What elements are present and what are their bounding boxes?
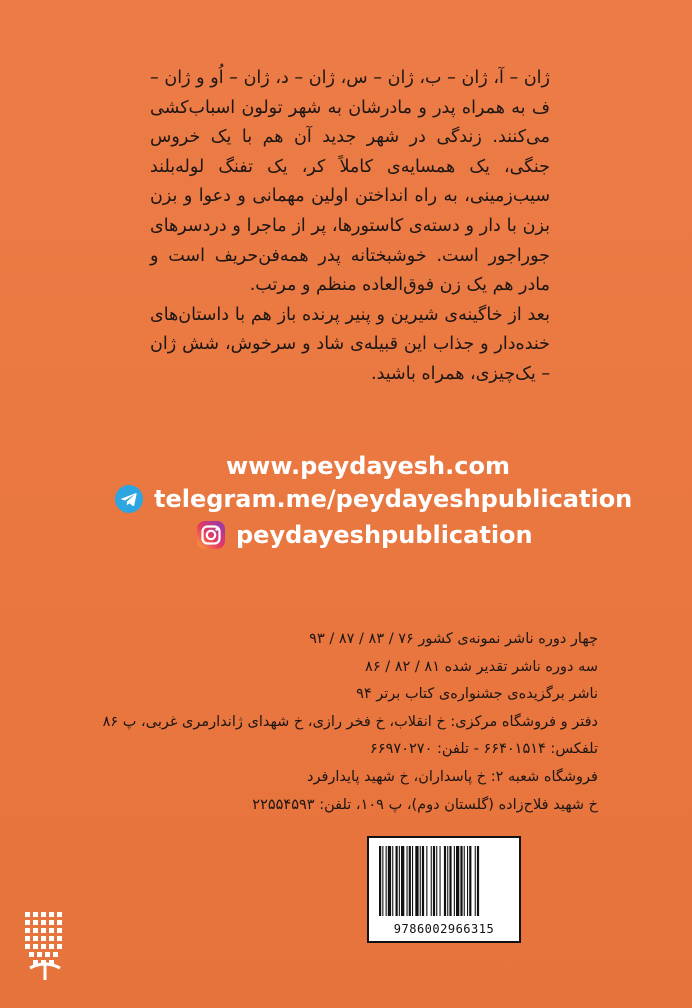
telegram-icon (114, 484, 144, 514)
barcode-bars (369, 838, 519, 920)
barcode-bar (433, 846, 435, 916)
info-line: ناشر برگزیده‌ی جشنواره‌ی کتاب برتر ۹۴ (356, 686, 598, 703)
barcode-bar (426, 846, 427, 916)
logo-dot (57, 928, 62, 933)
logo-dot (57, 912, 62, 917)
logo-dot (49, 944, 54, 949)
logo-dot (57, 936, 62, 941)
barcode-bar (467, 846, 468, 916)
logo-stem (30, 962, 60, 980)
barcode-bar (379, 846, 381, 916)
logo-dot (49, 936, 54, 941)
website-link[interactable] (226, 452, 510, 480)
info-line: تلفکس: ۶۶۴۰۱۵۱۴ - تلفن: ۶۶۹۷۰۲۷۰ (370, 741, 598, 758)
barcode-bar (454, 846, 455, 916)
barcode-bar (464, 846, 465, 916)
barcode-bar (431, 846, 432, 916)
info-line: دفتر و فروشگاه مرکزی: خ انقلاب، خ فخر رازی، خ شهدای ژاندارمری غربی، پ ۸۶ (102, 713, 598, 730)
barcode-bar (456, 846, 459, 916)
logo-dot (41, 920, 46, 925)
barcode-bar (386, 846, 387, 916)
barcode-bar (399, 846, 400, 916)
logo-dot (37, 952, 42, 957)
barcode-bar (440, 846, 441, 916)
barcode-bar (409, 846, 411, 916)
barcode-bar (422, 846, 424, 916)
website-url[interactable]: www.peydayesh.com (226, 452, 510, 480)
barcode-bar (477, 846, 479, 916)
telegram-url[interactable]: telegram.me/peydayeshpublication (154, 485, 633, 513)
logo-dot (41, 944, 46, 949)
logo-dot (33, 928, 38, 933)
barcode-bar (412, 846, 413, 916)
info-line: فروشگاه شعبه ۲: خ پاسداران، خ شهید پایدارفرد (306, 768, 598, 785)
logo-dot (33, 920, 38, 925)
blurb-paragraph-1: ژان – آ، ژان – ب، ژان – س، ژان – د، ژان – اُو و ژان – ف به همراه پدر و مادرشان به شهر تولون اسباب‌کشی می‌کنند. زندگی در شهر جدید آن هم با یک خروس جنگی، یک همسایه‌ی کاملاً کر، یک تفنگ لوله‌بلند سیب‌زمینی، به راه انداختن اولین مهمانی و دعوا و بزن بزن با دار و دسته‌ی کاستورها، پر از ماجرا و دردسرهای جوراجور است. خوشبختانه پدر همه‌فن‌حریف است و مادر هم یک زن فوق‌العاده منظم و مرتب. (150, 68, 550, 296)
barcode-bar (475, 846, 476, 916)
barcode-bar (392, 846, 393, 916)
logo-dot (33, 936, 38, 941)
isbn-barcode (367, 836, 521, 943)
publisher-info (100, 626, 598, 819)
logo-dot (57, 920, 62, 925)
info-line: چهار دوره ناشر نمونه‌ی کشور ۷۶ / ۸۳ / ۸۷ / ۹۳ (309, 631, 598, 647)
logo-dot (41, 936, 46, 941)
barcode-bar (420, 846, 421, 916)
logo-dot (49, 920, 54, 925)
barcode-bar (388, 846, 391, 916)
logo-dot (41, 928, 46, 933)
barcode-bar (407, 846, 408, 916)
barcode-bar (401, 846, 404, 916)
instagram-icon (196, 520, 226, 550)
logo-dot (53, 952, 58, 957)
logo-dot (25, 936, 30, 941)
instagram-handle[interactable]: peydayeshpublication (236, 521, 533, 549)
logo-dot (33, 912, 38, 917)
publisher-logo (22, 910, 68, 982)
isbn-number: 9786002966315 (393, 922, 495, 936)
info-line: سه دوره ناشر تقدیر شده ۸۱ / ۸۲ / ۸۶ (365, 658, 598, 675)
logo-dot (25, 912, 30, 917)
instagram-link[interactable] (196, 520, 533, 550)
barcode-bar (460, 846, 462, 916)
barcode-bar (382, 846, 383, 916)
telegram-link[interactable] (114, 484, 632, 514)
barcode-bar (396, 846, 398, 916)
barcode-bar (447, 846, 448, 916)
logo-dot (41, 912, 46, 917)
logo-dot (29, 952, 34, 957)
book-blurb (150, 64, 550, 390)
logo-dot (57, 944, 62, 949)
logo-dot (25, 920, 30, 925)
barcode-bar (444, 846, 446, 916)
barcode-bar (469, 846, 471, 916)
logo-dot (45, 952, 50, 957)
logo-dot (25, 928, 30, 933)
logo-dot (33, 944, 38, 949)
logo-dot (49, 928, 54, 933)
barcode-bar (415, 846, 418, 916)
info-line: خ شهید فلاح‌زاده (گلستان دوم)، پ ۱۰۹، تلفن: ۲۲۵۵۴۵۹۳ (252, 796, 598, 813)
barcode-bar (449, 846, 451, 916)
logo-dot (49, 912, 54, 917)
barcode-bar (436, 846, 437, 916)
logo-dot (25, 944, 30, 949)
blurb-paragraph-2: بعد از خاگینه‌ی شیرین و پنیر پرنده باز هم با داستان‌های خنده‌دار و جذاب این قبیله‌ی شاد و سرخوش، شش ژان – یک‌چیزی، همراه باشید. (150, 304, 550, 384)
